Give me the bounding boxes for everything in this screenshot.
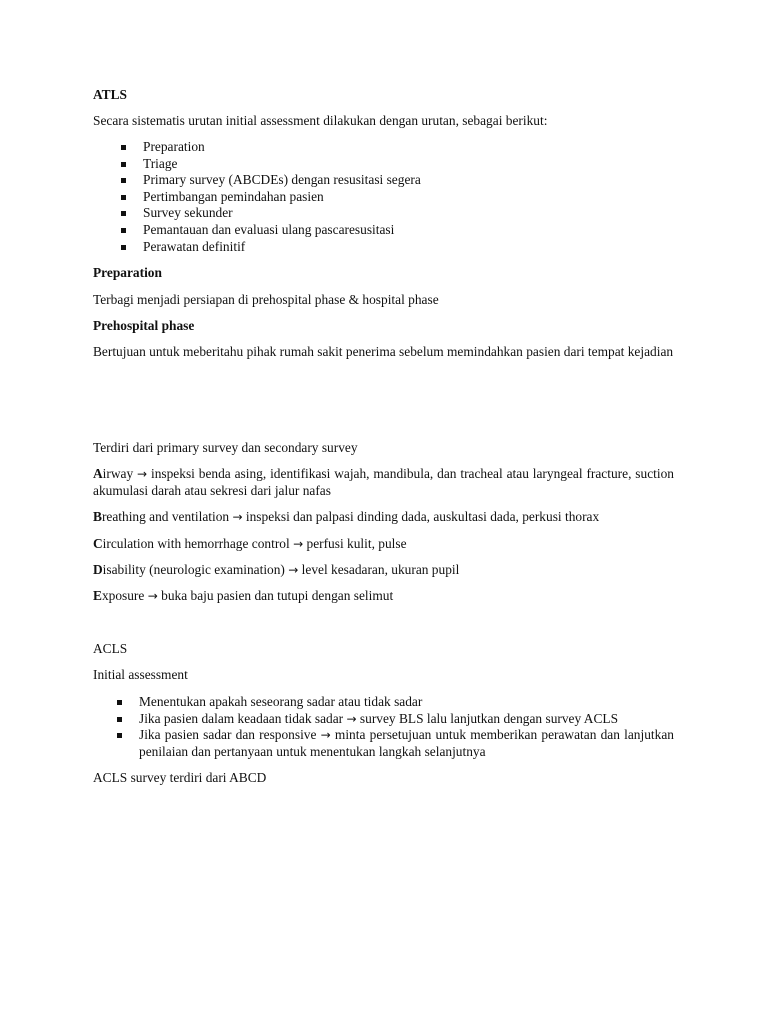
list-item: Primary survey (ABCDEs) dengan resusitasi segera — [93, 172, 674, 189]
list-item: Jika pasien dalam keadaan tidak sadar → survey BLS lalu lanjutkan dengan survey ACLS — [93, 711, 674, 728]
atls-intro: Secara sistematis urutan initial assessment dilakukan dengan urutan, sebagai berikut: — [93, 113, 548, 128]
right-arrow-icon: → — [147, 589, 158, 603]
square-bullet-icon — [121, 195, 126, 200]
right-arrow-icon: → — [293, 537, 304, 551]
abcde-item-airway: Airway → inspeksi benda asing, identifikasi wajah, mandibula, dan tracheal atau laryngeal fracture, suction akumulasi darah atau sekresi dari jalur nafas — [93, 466, 674, 498]
right-arrow-icon: → — [288, 563, 299, 577]
square-bullet-icon — [121, 211, 126, 216]
list-item: Preparation — [93, 139, 674, 156]
right-arrow-icon: → — [137, 467, 148, 481]
square-bullet-icon — [121, 178, 126, 183]
heading-atls: ATLS — [93, 87, 127, 102]
list-item: Survey sekunder — [93, 205, 674, 222]
square-bullet-icon — [121, 228, 126, 233]
square-bullet-icon — [121, 145, 126, 150]
acls-steps-list — [93, 694, 674, 760]
abcde-item-breathing: Breathing and ventilation → inspeksi dan palpasi dinding dada, auskultasi dada, perkusi thorax — [93, 509, 600, 524]
list-item: Perawatan definitif — [93, 239, 674, 256]
preparation-text: Terbagi menjadi persiapan di prehospital phase & hospital phase — [93, 292, 439, 307]
list-item: Pemantauan dan evaluasi ulang pascaresusitasi — [93, 222, 674, 239]
list-item: Menentukan apakah seseorang sadar atau tidak sadar — [93, 694, 674, 711]
list-item: Triage — [93, 156, 674, 173]
heading-acls: ACLS — [93, 641, 128, 656]
right-arrow-icon: → — [346, 711, 357, 726]
acls-subheading: Initial assessment — [93, 667, 188, 682]
heading-prehospital-phase: Prehospital phase — [93, 318, 195, 333]
square-bullet-icon — [121, 245, 126, 250]
right-arrow-icon: → — [320, 728, 331, 743]
list-item: Jika pasien sadar dan responsive → minta persetujuan untuk memberikan perawatan dan lanjutkan penilaian dan pertanyaan untuk menentukan langkah selanjutnya — [93, 727, 674, 760]
acls-survey-text: ACLS survey terdiri dari ABCD — [93, 770, 267, 785]
abcde-item-disability: Disability (neurologic examination) → level kesadaran, ukuran pupil — [93, 562, 460, 577]
square-bullet-icon — [117, 717, 122, 722]
list-item: Pertimbangan pemindahan pasien — [93, 189, 674, 206]
abcde-item-exposure: Exposure → buka baju pasien dan tutupi dengan selimut — [93, 588, 394, 603]
square-bullet-icon — [121, 162, 126, 167]
heading-preparation: Preparation — [93, 265, 162, 280]
square-bullet-icon — [117, 700, 122, 705]
survey-intro: Terdiri dari primary survey dan secondary survey — [93, 440, 358, 455]
right-arrow-icon: → — [232, 510, 243, 524]
prehospital-text: Bertujuan untuk meberitahu pihak rumah sakit penerima sebelum memindahkan pasien dari tempat kejadian — [93, 344, 674, 359]
square-bullet-icon — [117, 733, 122, 738]
atls-steps-list — [93, 139, 674, 255]
abcde-item-circulation: Circulation with hemorrhage control → perfusi kulit, pulse — [93, 536, 407, 551]
